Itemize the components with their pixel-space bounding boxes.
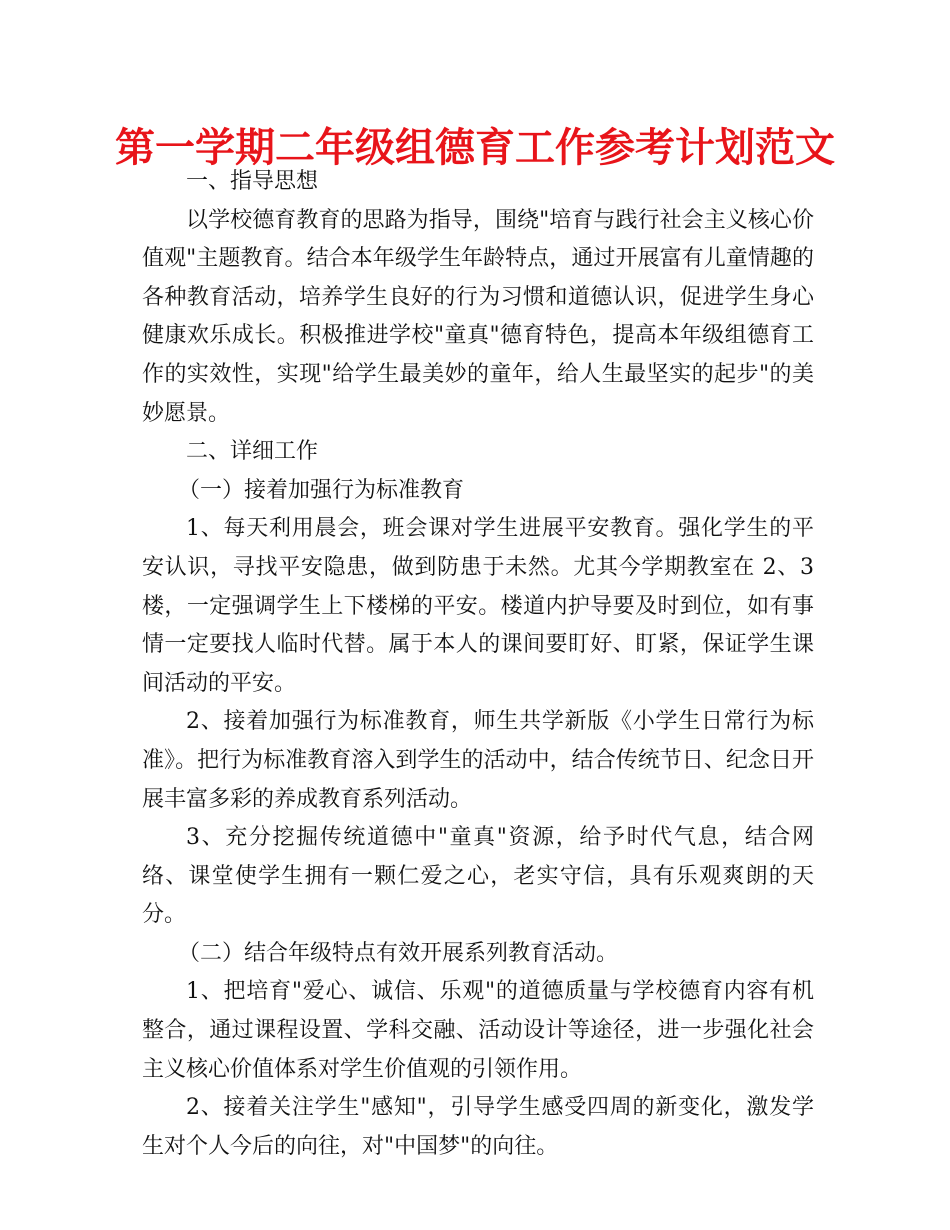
subsection-heading-grade-activities: （二）结合年级特点有效开展系列教育活动。 [178,940,619,966]
document-title: 第一学期二年级组德育工作参考计划范文 [115,125,835,171]
paragraph-item-1-values: 1、把培育"爱心、诚信、乐观"的道德质量与学校德育内容有机整合，通过课程设置、学科交融、活动设计等途径，进一步强化社会主义核心价值体系对学生价值观的引领作用。 [142,979,814,1082]
paragraph-item-3-tradition: 3、充分挖掘传统道德中"童真"资源，给予时代气息，结合网络、课堂使学生拥有一颗仁爱之心，老实守信，具有乐观爽朗的天分。 [142,825,814,928]
section-heading-guiding-ideology: 一、指导思想 [186,169,319,194]
paragraph-guiding-ideology: 以学校德育教育的思路为指导，围绕"培育与践行社会主义核心价值观"主题教育。结合本年级学生年龄特点，通过开展富有儿童情趣的各种教育活动，培养学生良好的行为习惯和道德认识，促进学生身心健康欢乐成长。积极推进学校"童真"德育特色，提高本年级组德育工作的实效性，实现"给学生最美妙的童年，给人生最坚实的起步"的美妙愿景。 [142,207,814,426]
subsection-heading-behavior-standards: （一）接着加强行为标准教育 [178,477,465,503]
document-body [142,163,814,1166]
paragraph-item-2-perception: 2、接着关注学生"感知"，引导学生感受四周的新变化，激发学生对个人今后的向往，对"中国梦"的向往。 [142,1095,814,1159]
paragraph-item-2-behavior: 2、接着加强行为标准教育，师生共学新版《小学生日常行为标准》。把行为标准教育溶入到学生的活动中，结合传统节日、纪念日开展丰富多彩的养成教育系列活动。 [142,709,814,812]
section-heading-detailed-work: 二、详细工作 [186,439,319,465]
paragraph-item-1-safety: 1、每天利用晨会，班会课对学生进展平安教育。强化学生的平安认识，寻找平安隐患，做到防患于未然。尤其今学期教室在 2、3 楼，一定强调学生上下楼梯的平安。楼道内护导要及时到位，如有事情一定要找人临时代替。属于本人的课间要盯好、盯紧，保证学生课间活动的平安。 [142,516,814,696]
